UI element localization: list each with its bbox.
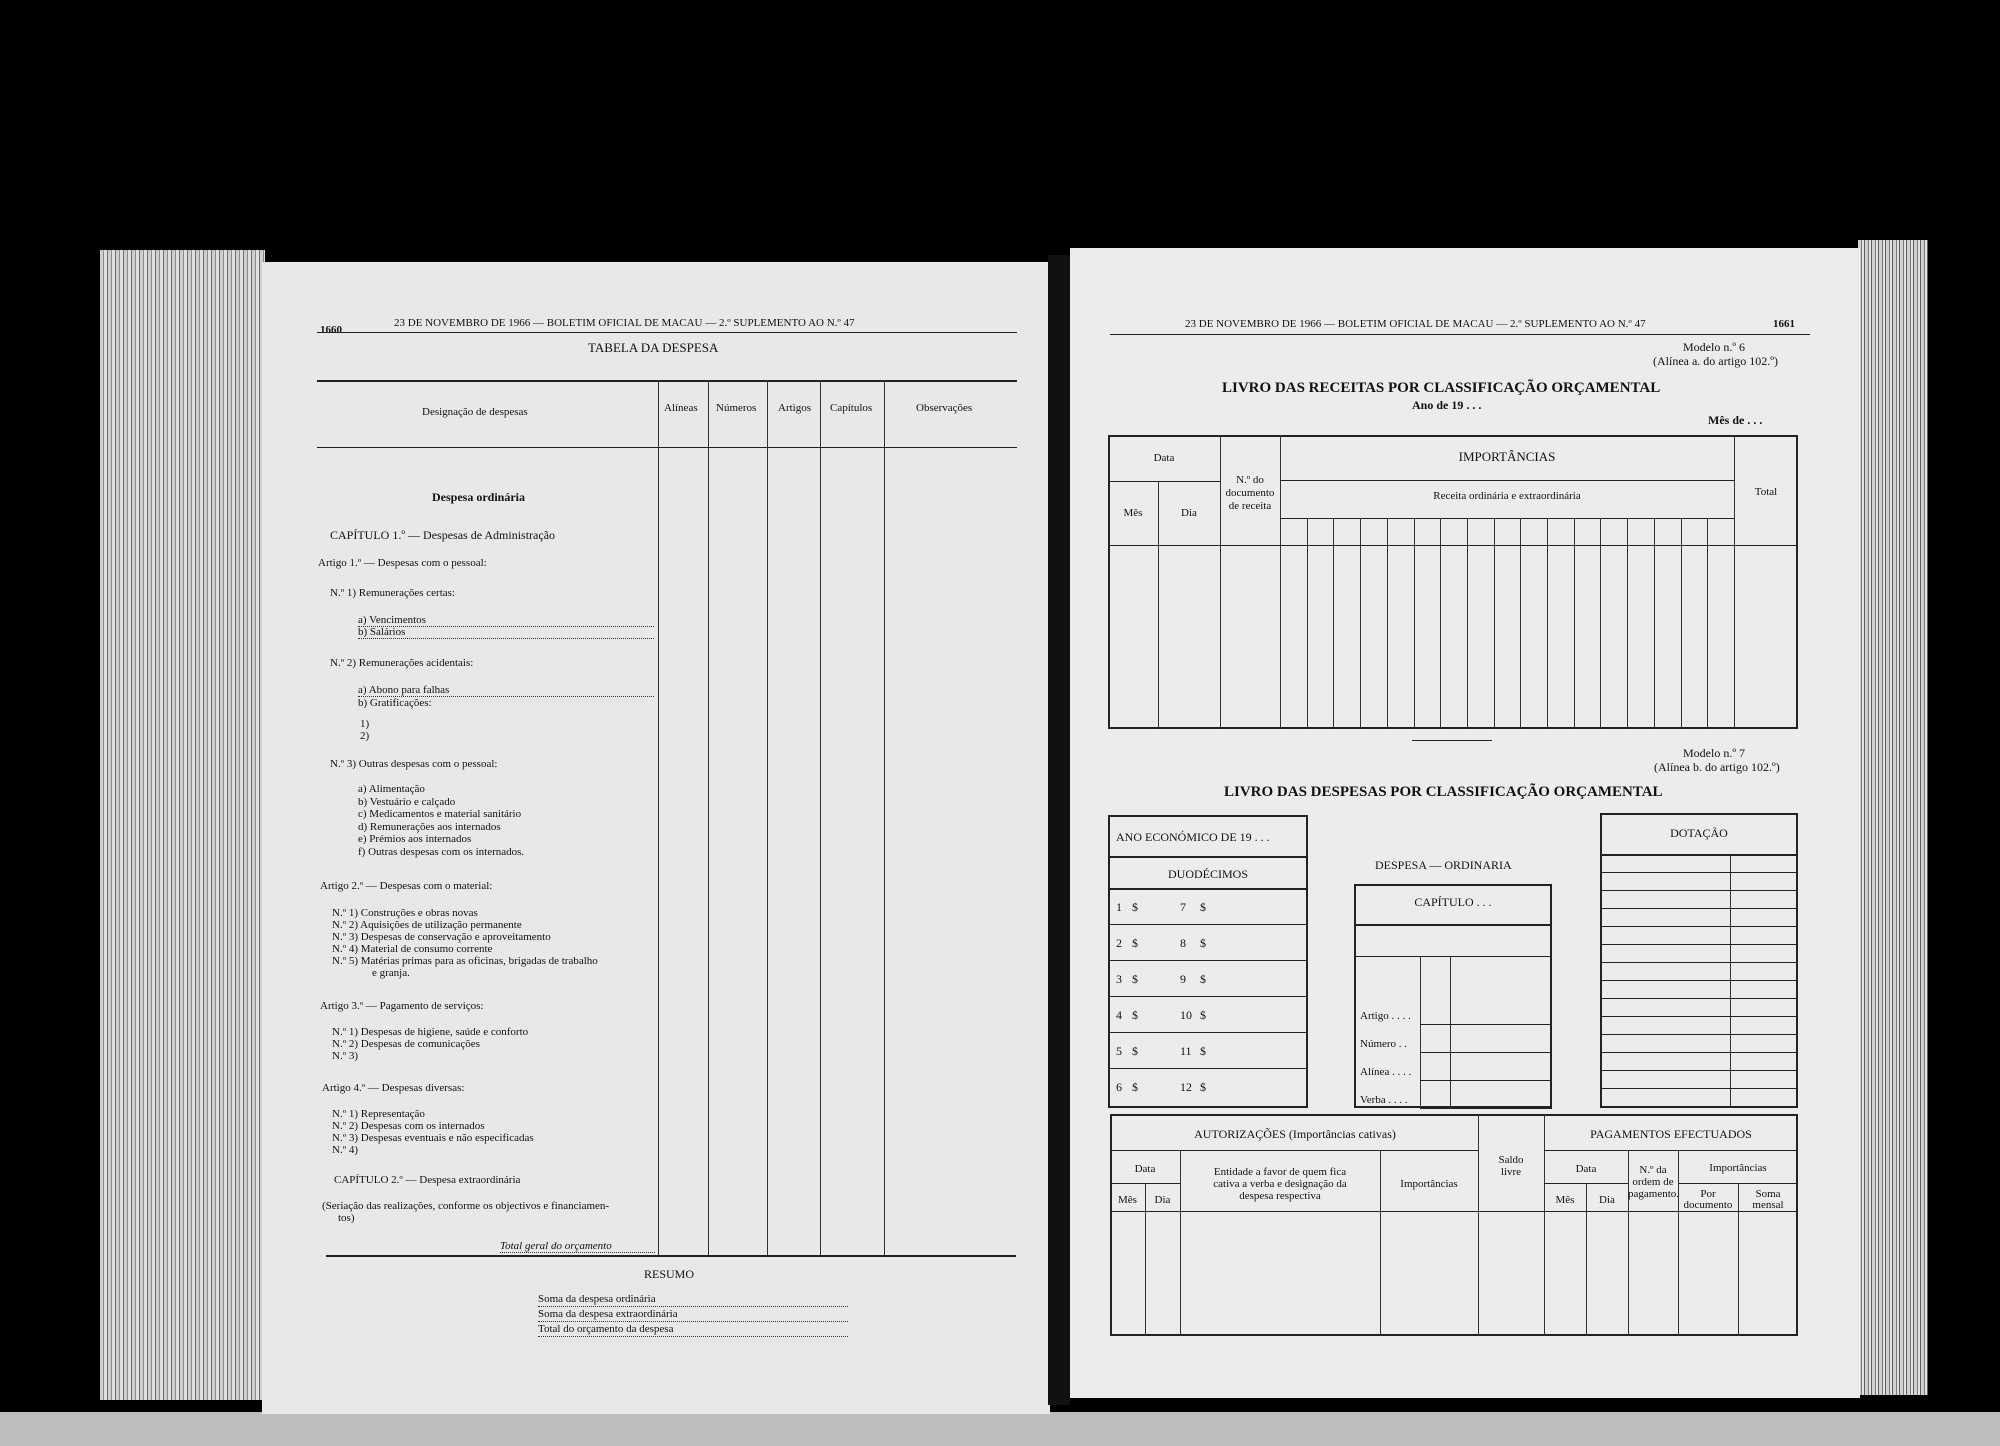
entidade-1: Entidade a favor de quem fica: [1213, 1166, 1347, 1178]
grid-line: [1450, 956, 1451, 1108]
duodecimo-cell: $: [1200, 1044, 1206, 1058]
mes-label: Mês de . . .: [1708, 413, 1763, 427]
col-numeros: Números: [716, 402, 757, 414]
list-item: a) Alimentação: [358, 783, 425, 795]
duodecimo-cell: $: [1200, 1080, 1206, 1094]
grid-line: [1600, 890, 1798, 891]
duodecimo-cell: $: [1200, 1008, 1206, 1022]
aut-importancias: Importâncias: [1400, 1178, 1458, 1190]
header-rule: [1110, 334, 1810, 335]
grid-line: [1354, 956, 1552, 957]
grid-line: [1108, 481, 1220, 482]
grid-line: [1494, 518, 1495, 729]
saldo-2: livre: [1500, 1166, 1522, 1178]
grid-line: [1108, 545, 1798, 546]
duodecimos-label: DUODÉCIMOS: [1167, 867, 1248, 881]
grid-line: [1467, 518, 1468, 729]
article-1: Artigo 1.º — Despesas com o pessoal:: [318, 557, 487, 569]
list-item: N.º 4): [332, 1144, 359, 1156]
modelo-6: Modelo n.º 6: [1683, 340, 1746, 354]
article-3: Artigo 3.º — Pagamento de serviços:: [320, 1000, 484, 1012]
grid-line: [1547, 518, 1548, 729]
list-item: N.º 4) Material de consumo corrente: [332, 943, 493, 955]
pag-dia: Dia: [1599, 1194, 1615, 1206]
grid-line: [1544, 1114, 1545, 1336]
grid-line: [1600, 872, 1798, 873]
grid-line: [1307, 518, 1308, 729]
chapter-1: CAPÍTULO 1.º — Despesas de Administração: [330, 528, 556, 542]
grid-line: [1108, 1068, 1308, 1069]
duodecimo-cell: 3: [1116, 972, 1122, 986]
grid-line: [1280, 518, 1734, 519]
grid-line: [1354, 924, 1552, 926]
grid-line: [1360, 518, 1361, 729]
duodecimo-cell: 10: [1180, 1008, 1192, 1022]
article-4: Artigo 4.º — Despesas diversas:: [322, 1082, 465, 1094]
grid-line: [1600, 854, 1798, 856]
grid-line: [1108, 996, 1308, 997]
capitulo-label: CAPÍTULO . . .: [1414, 895, 1492, 909]
list-item: f) Outras despesas com os internados.: [358, 845, 525, 858]
modelo-7: Modelo n.º 7: [1683, 746, 1746, 760]
grid-line: [1600, 998, 1798, 999]
rec-data: Data: [1153, 452, 1175, 464]
rec-dia: Dia: [1181, 507, 1197, 519]
grid-line: [1280, 435, 1281, 729]
header-rule: [317, 332, 1017, 333]
page-header-right: 23 DE NOVEMBRO DE 1966 — BOLETIM OFICIAL DE MACAU — 2.º SUPLEMENTO AO N.º 47: [1185, 318, 1646, 330]
col-designacao: Designação de despesas: [422, 406, 528, 418]
ordem-3: pagamento.: [1628, 1188, 1680, 1200]
por-documento-1: Por: [1700, 1188, 1716, 1200]
total-geral: Total geral do orçamento: [500, 1240, 655, 1253]
grid-line: [1108, 960, 1308, 961]
table-title: TABELA DA DESPESA: [588, 340, 719, 355]
scanner-bottom-strip: [0, 1412, 2000, 1446]
list-item: d) Remunerações aos internados: [358, 820, 501, 833]
grid-line: [1600, 518, 1601, 729]
rec-total: Total: [1754, 486, 1778, 498]
grid-line: [1600, 1088, 1798, 1089]
pagamentos-label: PAGAMENTOS EFECTUADOS: [1590, 1127, 1752, 1141]
grid-line: [1420, 956, 1421, 1108]
rec-doc-1: N.º do: [1236, 474, 1264, 486]
duodecimo-cell: $: [1200, 900, 1206, 914]
dotacao-label: DOTAÇÃO: [1670, 826, 1728, 840]
entidade-3: despesa respectiva: [1239, 1190, 1321, 1202]
grid-line: [1108, 1032, 1308, 1033]
item-n1b: b) Salários: [358, 626, 654, 639]
grid-line: [1420, 1052, 1552, 1053]
col-capitulos: Capítulos: [830, 402, 873, 414]
rec-importancias: IMPORTÂNCIAS: [1458, 449, 1556, 464]
grid-line: [1600, 1070, 1798, 1071]
page-header-left: 23 DE NOVEMBRO DE 1966 — BOLETIM OFICIAL DE MACAU — 2.º SUPLEMENTO AO N.º 47: [394, 317, 855, 329]
modelo-6-ref: (Alínea a. do artigo 102.º): [1653, 354, 1779, 368]
list-item: e) Prémios aos internados: [358, 833, 472, 845]
item-n2b: b) Gratificações:: [358, 697, 432, 709]
list-item: e granja.: [372, 967, 410, 979]
rec-receita: Receita ordinária e extraordinária: [1433, 490, 1581, 502]
ordem-2: ordem de: [1632, 1176, 1674, 1188]
book-page-edges-right: [1858, 240, 1928, 1395]
grid-line: [1108, 924, 1308, 925]
duodecimo-cell: 2: [1116, 936, 1122, 950]
list-item: Total do orçamento da despesa: [538, 1322, 848, 1337]
list-item: c) Medicamentos e material sanitário: [358, 808, 522, 820]
grid-line: [1600, 980, 1798, 981]
item-n2a: a) Abono para falhas: [358, 684, 654, 697]
grid-line: [1544, 1150, 1798, 1151]
grid-line: [1333, 518, 1334, 729]
soma-mensal-2: mensal: [1752, 1199, 1784, 1211]
book-page-edges-left: [100, 250, 265, 1400]
aut-data: Data: [1134, 1163, 1156, 1175]
dotacao-box: [1600, 813, 1798, 1108]
rec-doc-3: de receita: [1228, 500, 1272, 512]
section-title: Despesa ordinária: [432, 490, 525, 504]
despesa-ordinaria: DESPESA — ORDINARIA: [1375, 858, 1512, 872]
grid-line: [1600, 1052, 1798, 1053]
list-item: b) Vestuário e calçado: [358, 795, 456, 808]
grid-line: [1600, 944, 1798, 945]
grid-line: [1520, 518, 1521, 729]
seriacao-line-1: (Seriação das realizações, conforme os objectivos e financiamen-: [322, 1200, 610, 1212]
duodecimo-cell: $: [1132, 972, 1138, 986]
item-n1a: a) Vencimentos: [358, 614, 654, 627]
item-n2: N.º 2) Remunerações acidentais:: [330, 657, 474, 669]
duodecimo-cell: 8: [1180, 936, 1186, 950]
grid-line: [1420, 1108, 1552, 1109]
grid-line: [1678, 1150, 1679, 1336]
duodecimo-cell: 4: [1116, 1008, 1122, 1022]
list-item: N.º 3) Despesas eventuais e não especificadas: [332, 1132, 534, 1144]
duodecimo-cell: 12: [1180, 1080, 1192, 1094]
list-item: N.º 3): [332, 1050, 359, 1062]
grid-line: [1420, 1024, 1552, 1025]
grid-line: [1108, 888, 1308, 890]
page-number-left: 1660: [320, 324, 342, 336]
seriacao-line-2: tos): [338, 1212, 355, 1224]
resumo-title: RESUMO: [644, 1267, 695, 1281]
duodecimo-cell: $: [1132, 900, 1138, 914]
grid-line: [1280, 480, 1734, 481]
list-item: N.º 1) Despesas de higiene, saúde e conforto: [332, 1026, 529, 1038]
entidade-2: cativa a verba e designação da: [1213, 1178, 1347, 1190]
ordem-1: N.º da: [1639, 1164, 1667, 1176]
art2-list: [332, 907, 598, 979]
art3-list: [332, 1026, 528, 1062]
duodecimo-cell: $: [1132, 1044, 1138, 1058]
art4-list: [332, 1108, 534, 1156]
grid-line: [1110, 1211, 1798, 1212]
duodecimo-cell: $: [1132, 1080, 1138, 1094]
despesas-title: LIVRO DAS DESPESAS POR CLASSIFICAÇÃO ORÇAMENTAL: [1224, 784, 1663, 800]
duodecimo-cell: $: [1132, 936, 1138, 950]
list-item: N.º 2) Despesas de comunicações: [332, 1038, 480, 1050]
aut-mes: Mês: [1118, 1194, 1137, 1206]
grid-line: [1414, 518, 1415, 729]
right-page: [1070, 248, 1860, 1398]
duodecimo-cell: $: [1200, 972, 1206, 986]
list-item: N.º 2) Despesas com os internados: [332, 1120, 485, 1132]
duodecimo-cell: 1: [1116, 900, 1122, 914]
rec-doc-2: documento: [1225, 487, 1275, 499]
col-artigos: Artigos: [778, 402, 811, 414]
grid-line: [1110, 1150, 1478, 1151]
classificacao-label: Alínea . . . .: [1360, 1066, 1412, 1078]
pag-data: Data: [1575, 1163, 1597, 1175]
duodecimo-cell: $: [1132, 1008, 1138, 1022]
autorizacoes-label: AUTORIZAÇÕES (Importâncias cativas): [1194, 1127, 1396, 1141]
por-documento-2: documento: [1683, 1199, 1733, 1211]
grid-line: [1600, 1016, 1798, 1017]
ano-label: Ano de 19 . . .: [1412, 398, 1482, 412]
list-item: N.º 5) Matérias primas para as oficinas, brigadas de trabalho: [332, 955, 598, 967]
pag-mes: Mês: [1555, 1194, 1575, 1206]
aut-dia: Dia: [1154, 1194, 1171, 1206]
duodecimo-cell: 5: [1116, 1044, 1122, 1058]
book-spine: [1048, 255, 1070, 1405]
col-divider: [884, 380, 885, 1255]
list-item: Soma da despesa ordinária: [538, 1292, 848, 1307]
classificacao-label: Artigo . . . .: [1360, 1010, 1411, 1022]
rec-mes: Mês: [1123, 507, 1143, 519]
col-divider: [767, 380, 768, 1255]
classificacao-label: Verba . . . .: [1360, 1094, 1408, 1106]
item-n1: N.º 1) Remunerações certas:: [330, 587, 455, 599]
duodecimo-cell: 11: [1180, 1044, 1192, 1058]
left-page: [262, 262, 1050, 1414]
table-header-rule: [317, 447, 1017, 448]
col-observacoes: Observações: [916, 402, 973, 414]
soma-mensal-1: Soma: [1755, 1188, 1781, 1200]
duodecimo-cell: 6: [1116, 1080, 1122, 1094]
saldo-1: Saldo: [1498, 1154, 1524, 1166]
modelo-7-ref: (Alínea b. do artigo 102.º): [1654, 760, 1780, 774]
classificacao-label: Número . .: [1360, 1038, 1408, 1050]
n3-list: [358, 783, 524, 858]
grid-line: [1387, 518, 1388, 729]
grid-line: [1654, 518, 1655, 729]
col-divider: [708, 380, 709, 1255]
grid-line: [1440, 518, 1441, 729]
grid-line: [1600, 962, 1798, 963]
grid-line: [1478, 1114, 1479, 1336]
article-2: Artigo 2.º — Despesas com o material:: [320, 880, 493, 892]
grid-line: [1574, 518, 1575, 729]
duodecimos-box: [1108, 815, 1308, 1108]
receitas-title: LIVRO DAS RECEITAS POR CLASSIFICAÇÃO ORÇAMENTAL: [1222, 380, 1661, 396]
duodecimo-cell: 7: [1180, 900, 1186, 914]
chapter-2: CAPÍTULO 2.º — Despesa extraordinária: [334, 1174, 521, 1186]
list-item: N.º 1) Representação: [332, 1108, 425, 1120]
list-item: N.º 2) Aquisições de utilização permanente: [332, 919, 522, 931]
pag-importancias: Importâncias: [1709, 1162, 1767, 1174]
table-top-rule: [317, 380, 1017, 382]
list-item: N.º 1) Construções e obras novas: [332, 907, 478, 919]
list-item: Soma da despesa extraordinária: [538, 1307, 848, 1322]
duodecimo-cell: $: [1200, 936, 1206, 950]
grid-line: [1734, 435, 1735, 729]
col-alineas: Alíneas: [664, 402, 698, 414]
separator: [1412, 740, 1492, 741]
item-n2b1: 1): [360, 718, 370, 730]
grid-line: [1707, 518, 1708, 729]
grid-line: [1600, 908, 1798, 909]
ano-economico: ANO ECONÓMICO DE 19 . . .: [1116, 830, 1270, 844]
item-n2b2: 2): [360, 730, 370, 742]
item-n3: N.º 3) Outras despesas com o pessoal:: [330, 758, 498, 770]
list-item: N.º 3) Despesas de conservação e aproveitamento: [332, 931, 551, 943]
grid-line: [1108, 856, 1308, 858]
grid-line: [1420, 1080, 1552, 1081]
duodecimo-cell: 9: [1180, 972, 1186, 986]
page-number-right: 1661: [1773, 318, 1795, 330]
col-divider: [658, 380, 659, 1255]
grid-line: [1600, 1034, 1798, 1035]
grid-line: [1627, 518, 1628, 729]
grid-line: [1600, 926, 1798, 927]
col-divider: [820, 380, 821, 1255]
grid-line: [1681, 518, 1682, 729]
table-bottom-rule: [326, 1255, 1016, 1257]
autorizacoes-table: [1110, 1114, 1798, 1336]
resumo-list: [538, 1292, 848, 1337]
